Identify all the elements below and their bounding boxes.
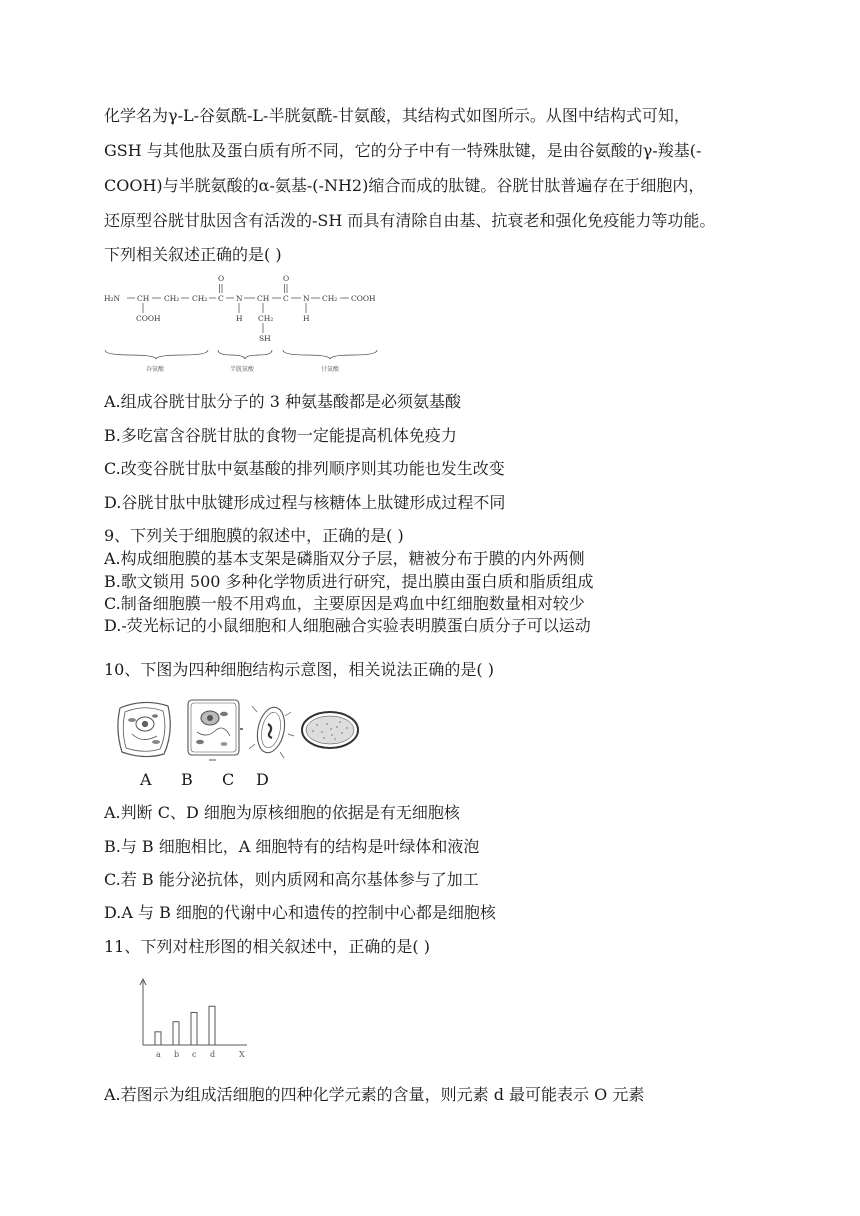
cell-label-b: B	[181, 770, 193, 789]
q8-intro-line-4: 还原型谷胱甘肽因含有活泼的-SH 而具有清除自由基、抗衰老和强化免疫能力等功能。	[104, 211, 716, 230]
formula-label-cys: 半胱氨酸	[230, 366, 255, 373]
formula-ch-1: CH	[137, 294, 150, 303]
tick-label-b: b	[174, 1050, 180, 1059]
q10-option-a: A.判断 C、D 细胞为原核细胞的依据是有无细胞核	[104, 803, 460, 822]
q10-stem: 10、下图为四种细胞结构示意图，相关说法正确的是( )	[104, 660, 494, 679]
formula-sub-sh: SH	[259, 334, 271, 343]
formula-c-2: C	[283, 294, 289, 303]
formula-o-1: O	[218, 274, 225, 283]
tick-label-a: a	[156, 1050, 161, 1059]
q8-option-d: D.谷胱甘肽中肽键形成过程与核糖体上肽键形成过程不同	[104, 493, 506, 512]
plant-cell-a	[118, 702, 170, 756]
formula-cooh-end: COOH	[351, 294, 376, 303]
bar-chart	[125, 975, 265, 1065]
q10-option-c: C.若 B 能分泌抗体，则内质网和高尔基体参与了加工	[104, 870, 479, 889]
formula-o-2: O	[283, 274, 290, 283]
q8-stem: 下列相关叙述正确的是( )	[104, 245, 282, 264]
bar-b	[173, 1022, 179, 1045]
formula-ch2-3: CH₂	[322, 294, 338, 303]
formula-sub-h-1: H	[236, 314, 243, 323]
q11-stem: 11、下列对柱形图的相关叙述中，正确的是( )	[104, 937, 430, 956]
q11-option-a: A.若图示为组成活细胞的四种化学元素的含量，则元素 d 最可能表示 O 元素	[104, 1085, 645, 1104]
tick-label-d: d	[210, 1050, 216, 1059]
q8-option-c: C.改变谷胱甘肽中氨基酸的排列顺序则其功能也发生改变	[104, 459, 505, 478]
animal-cell-b	[188, 700, 243, 760]
q8-option-a: A.组成谷胱甘肽分子的 3 种氨基酸都是必须氨基酸	[104, 392, 461, 411]
q10-option-b: B.与 B 细胞相比，A 细胞特有的结构是叶绿体和液泡	[104, 837, 480, 856]
q8-intro-line-1: 化学名为γ-L-谷氨酰-L-半胱氨酰-甘氨酸，其结构式如图所示。从图中结构式可知，	[104, 106, 690, 125]
bar-a	[155, 1032, 161, 1045]
formula-label-gly: 甘氨酸	[321, 366, 340, 373]
cell-label-d: D	[256, 770, 269, 789]
bacterium-cell-c	[249, 705, 294, 758]
chart-x-axis-label: X	[239, 1050, 245, 1059]
cell-label-c: C	[222, 770, 235, 789]
formula-c-1: C	[218, 294, 224, 303]
q9-option-b: B.歌文锁用 500 多种化学物质进行研究，提出膜由蛋白质和脂质组成	[104, 572, 594, 591]
bar-d	[209, 1006, 215, 1045]
formula-n-1: N	[236, 294, 243, 303]
cell-label-a: A	[140, 770, 152, 789]
q9-stem: 9、下列关于细胞膜的叙述中，正确的是( )	[104, 526, 404, 545]
q10-option-d: D.A 与 B 细胞的代谢中心和遗传的控制中心都是细胞核	[104, 903, 496, 922]
formula-ch2-1: CH₂	[164, 294, 180, 303]
q8-intro-line-2: GSH 与其他肽及蛋白质有所不同，它的分子中有一特殊肽键，是由谷氨酸的γ-羧基(-	[104, 141, 702, 160]
formula-sub-cooh: COOH	[136, 314, 161, 323]
formula-h2n: H₂N	[104, 294, 121, 303]
q8-intro-line-3: COOH)与半胱氨酸的α-氨基-(-NH2)缩合而成的肽键。谷胱甘肽普遍存在于细胞内，	[104, 176, 705, 195]
glutathione-structure-figure	[100, 270, 390, 380]
bar-c	[191, 1012, 197, 1045]
oval-cell-d	[302, 712, 358, 748]
q8-option-b: B.多吃富含谷胱甘肽的食物一定能提高机体免疫力	[104, 426, 457, 445]
chart-bars	[155, 1006, 215, 1045]
chart-tick-labels	[156, 1050, 215, 1059]
formula-sub-h-2: H	[303, 314, 310, 323]
q9-option-c: C.制备细胞膜一般不用鸡血，主要原因是鸡血中红细胞数量相对较少	[104, 594, 585, 613]
formula-ch-2: CH	[257, 294, 270, 303]
formula-n-2: N	[303, 294, 310, 303]
formula-sub-ch2: CH₂	[258, 314, 274, 323]
tick-label-c: c	[192, 1050, 197, 1059]
q9-option-d: D.-荧光标记的小鼠细胞和人细胞融合实验表明膜蛋白质分子可以运动	[104, 616, 591, 635]
q9-option-a: A.构成细胞膜的基本支架是磷脂双分子层，糖被分布于膜的内外两侧	[104, 549, 585, 568]
formula-label-glu: 谷氨酸	[146, 366, 165, 373]
formula-ch2-2: CH₂	[192, 294, 208, 303]
